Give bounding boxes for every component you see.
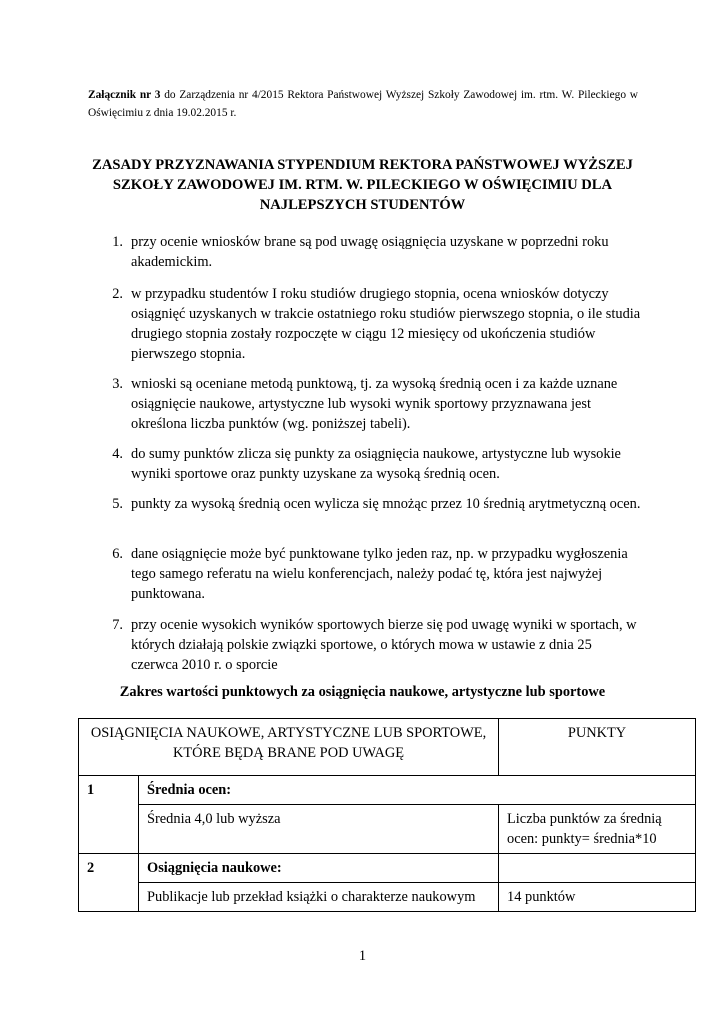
section-row: [79, 776, 696, 805]
table-header-row: [79, 719, 696, 776]
rule-text: przy ocenie wniosków brane są pod uwagę osiągnięcia uzyskane w poprzedni roku akademickim.: [131, 234, 609, 270]
section-number: 2: [79, 854, 139, 912]
attachment-label: Załącznik nr 3: [88, 89, 161, 101]
table-row: [79, 805, 696, 854]
attachment-reference: do Zarządzenia nr 4/2015 Rektora Państwowej Wyższej Szkoły Zawodowej im. rtm. W. Pileckiego w Oświęcimiu z dnia 19.02.2015 r.: [88, 89, 638, 119]
rule-number: 3.: [112, 376, 123, 392]
rule-number: 5.: [112, 496, 123, 512]
rule-number: 1.: [112, 234, 123, 250]
rule-text: do sumy punktów zlicza się punkty za osiągnięcia naukowe, artystyczne lub wysokie wyniki sportowe oraz punkty uzyskane za wysoką średnią ocen.: [131, 446, 621, 482]
section-row: [79, 854, 696, 883]
rule-text: w przypadku studentów I roku studiów drugiego stopnia, ocena wniosków dotyczy osiągnięć uzyskanych w trakcie ostatniego roku studiów pierwszego stopnia, o ile studia drugiego stopnia zostały rozpoczęte w ciągu 12 miesięcy od ukończenia studiów pierwszego stopnia.: [131, 286, 641, 362]
points-cell: 14 punktów: [499, 883, 696, 912]
points-cell-empty: [499, 854, 696, 883]
table-caption: Zakres wartości punktowych za osiągnięcia naukowe, artystyczne lub sportowe: [119, 684, 606, 700]
page-number: 1: [358, 948, 367, 964]
document-title: ZASADY PRZYZNAWANIA STYPENDIUM REKTORA PAŃSTWOWEJ WYŻSZEJ SZKOŁY ZAWODOWEJ IM. RTM. W. PILECKIEGO W OŚWIĘCIMIU DLA NAJLEPSZYCH STUDENTÓW: [92, 157, 633, 213]
rule-number: 6.: [112, 546, 123, 562]
rule-number: 2.: [112, 286, 123, 302]
points-table: [78, 718, 696, 912]
rule-text: punkty za wysoką średnią ocen wylicza się mnożąc przez 10 średnią arytmetyczną ocen.: [131, 496, 641, 512]
section-title: Średnia ocen:: [139, 776, 696, 805]
rule-text: dane osiągnięcie może być punktowane tylko jeden raz, np. w przypadku wygłoszenia tego samego referatu na wielu konferencjach, należy podać tę, która jest najwyżej punktowana.: [131, 546, 628, 602]
section-title: Osiągnięcia naukowe:: [139, 854, 499, 883]
rule-text: wnioski są oceniane metodą punktową, tj. za wysoką średnią ocen i za każde uznane osiągnięcie naukowe, artystyczne lub wysoki wynik sportowy przyznawana jest określona liczba punktów (wg. poniższej tabeli).: [131, 376, 618, 432]
criterion-cell: Średnia 4,0 lub wyższa: [139, 805, 499, 854]
document-header: [88, 86, 638, 122]
section-number: 1: [79, 776, 139, 854]
criterion-cell: Publikacje lub przekład książki o charakterze naukowym: [139, 883, 499, 912]
rule-text: przy ocenie wysokich wyników sportowych bierze się pod uwagę wyniki w sportach, w których działają polskie związki sportowe, o których mowa w ustawie z dnia 25 czerwca 2010 r. o sporcie: [131, 617, 637, 673]
points-cell: Liczba punktów za średnią ocen: punkty= średnia*10: [499, 805, 696, 854]
criteria-column-header: OSIĄGNIĘCIA NAUKOWE, ARTYSTYCZNE LUB SPORTOWE, KTÓRE BĘDĄ BRANE POD UWAGĘ: [79, 719, 499, 776]
rule-number: 7.: [112, 617, 123, 633]
table-row: [79, 883, 696, 912]
rule-number: 4.: [112, 446, 123, 462]
points-column-header: PUNKTY: [499, 719, 696, 776]
